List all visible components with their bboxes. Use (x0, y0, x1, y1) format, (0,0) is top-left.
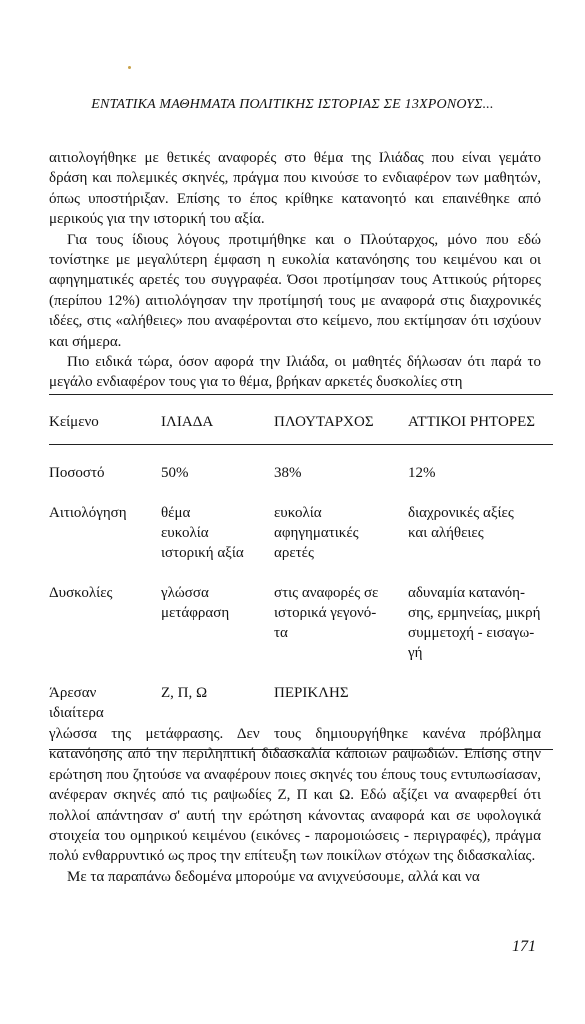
cell-line: γλώσσα (161, 585, 209, 601)
cell-line: ιστορικά γεγονό- (274, 605, 377, 621)
data-table (49, 395, 553, 749)
table-row (49, 583, 553, 683)
cell-line: ευκολία (161, 525, 209, 541)
cell-line: αφηγηματικές (274, 525, 359, 541)
ink-speck (128, 66, 131, 69)
header-cell: Κείμενο (49, 414, 99, 430)
table-cell (274, 445, 408, 504)
paragraph: Πιο ειδικά τώρα, όσον αφορά την Ιλιάδα, οι μαθητές δήλωσαν ότι παρά το μεγάλο ενδιαφέρον τους για το θέμα, βρήκαν αρκετές δυσκολίες στη (49, 354, 541, 391)
table-cell (274, 503, 408, 583)
cell-line: αρετές (274, 545, 314, 561)
paragraph: αιτιολογήθηκε με θετικές αναφορές στο θέμα της Ιλιάδας που είναι γεμάτο δράση και πολεμικές σκηνές, πράγμα που κινούσε το ενδιαφέρον των μαθητών, όπως υποστήριξαν. Επίσης το έπος κρίθηκε κατανοητό και επαινέθηκε από μερικούς για την ιστορική του αξία. (49, 150, 541, 228)
paragraph: γλώσσα της μετάφρασης. Δεν τους δημιουργήθηκε κανένα πρόβλημα κατανόησης από την περιληπτική διδασκαλία κάποιων ραψωδιών. Επίσης στην ερώτηση που ζητούσε να αναφέρουν ποιες σκηνές του έπους τους εντυπωσίασαν, ανέφεραν σκηνές από τις ραψωδίες Ζ, Π και Ω. Εδώ αξίζει να αναφερθεί ότι πολλοί απάντησαν σ' αυτή την ερώτηση κάνοντας αναφορά και σε υφολογικά στοιχεία του ομηρικού κειμένου (εικόνες - παρομοιώσεις - περιγραφές), πράγμα πολύ ενθαρρυντικό ως προς την επίτευξη των ποικίλων στόχων της διδασκαλίας. (49, 726, 541, 865)
cell-line: ιστορική αξία (161, 545, 244, 561)
running-head: ΕΝΤΑΤΙΚΑ ΜΑΘΗΜΑΤΑ ΠΟΛΙΤΙΚΗΣ ΙΣΤΟΡΙΑΣ ΣΕ 13ΧΡΟΝΟΥΣ... (91, 97, 494, 112)
page-number: 171 (512, 938, 536, 955)
table-cell (408, 583, 553, 683)
table-row (49, 503, 553, 583)
row-label-line: Δυσκολίες (49, 585, 113, 601)
cell-line: ΠΕΡΙΚΛΗΣ (274, 685, 349, 701)
row-label-cell (49, 583, 161, 683)
cell-line: 38% (274, 465, 302, 481)
cell-line: αδυναμία κατανόη- (408, 585, 525, 601)
table-cell (161, 503, 274, 583)
table-cell (408, 445, 553, 504)
cell-line: Ζ, Π, Ω (161, 685, 208, 701)
table-cell (161, 583, 274, 683)
table-row (49, 445, 553, 504)
cell-line: 12% (408, 465, 436, 481)
cell-line: θέμα (161, 505, 191, 521)
header-cell: ΠΛΟΥΤΑΡΧΟΣ (274, 414, 374, 430)
paragraph: Για τους ίδιους λόγους προτιμήθηκε και ο Πλούταρχος, μόνο που εδώ τονίστηκε με μεγαλύτερη έμφαση η ευκολία κατανόησης του κειμένου και οι αφηγηματικές αρετές του συγγραφέα. Όσοι προτίμησαν τους Αττικούς ρήτορες (περίπου 12%) αιτιολόγησαν την προτίμησή τους με αναφορά στις διαχρονικές ιδέες, στις «αλήθειες» που αναφέρονται στο κείμενο, που εκτίμησαν ότι ισχύουν και σήμερα. (49, 231, 541, 350)
cell-line: 50% (161, 465, 189, 481)
comparison-table (49, 394, 553, 750)
cell-line: ευκολία (274, 505, 322, 521)
table-cell (408, 503, 553, 583)
cell-line: σης, ερμηνείας, μικρή (408, 605, 541, 621)
cell-line: συμμετοχή - εισαγω- (408, 625, 535, 641)
cell-line: διαχρονικές αξίες (408, 505, 514, 521)
row-label-line: Άρεσαν (49, 685, 97, 701)
cell-line: μετάφραση (161, 605, 230, 621)
table-header-row (49, 395, 553, 445)
row-label-line: Ποσοστό (49, 465, 105, 481)
cell-line: και αλήθειες (408, 525, 484, 541)
header-cell: ΑΤΤΙΚΟΙ ΡΗΤΟΡΕΣ (408, 414, 536, 430)
table-cell (274, 583, 408, 683)
cell-line: στις αναφορές σε (274, 585, 379, 601)
cell-line: τα (274, 625, 288, 641)
top-text-block (49, 148, 541, 393)
row-label-cell (49, 445, 161, 504)
row-label-cell (49, 503, 161, 583)
row-label-line: Αιτιολόγηση (49, 505, 127, 521)
paragraph: Με τα παραπάνω δεδομένα μπορούμε να ανιχνεύσουμε, αλλά και να (67, 868, 480, 885)
row-label-line: ιδιαίτερα (49, 705, 104, 721)
bottom-text-block (49, 724, 541, 887)
header-cell: ΙΛΙΑΔΑ (161, 414, 214, 430)
cell-line: γή (408, 645, 423, 661)
table-cell (161, 445, 274, 504)
